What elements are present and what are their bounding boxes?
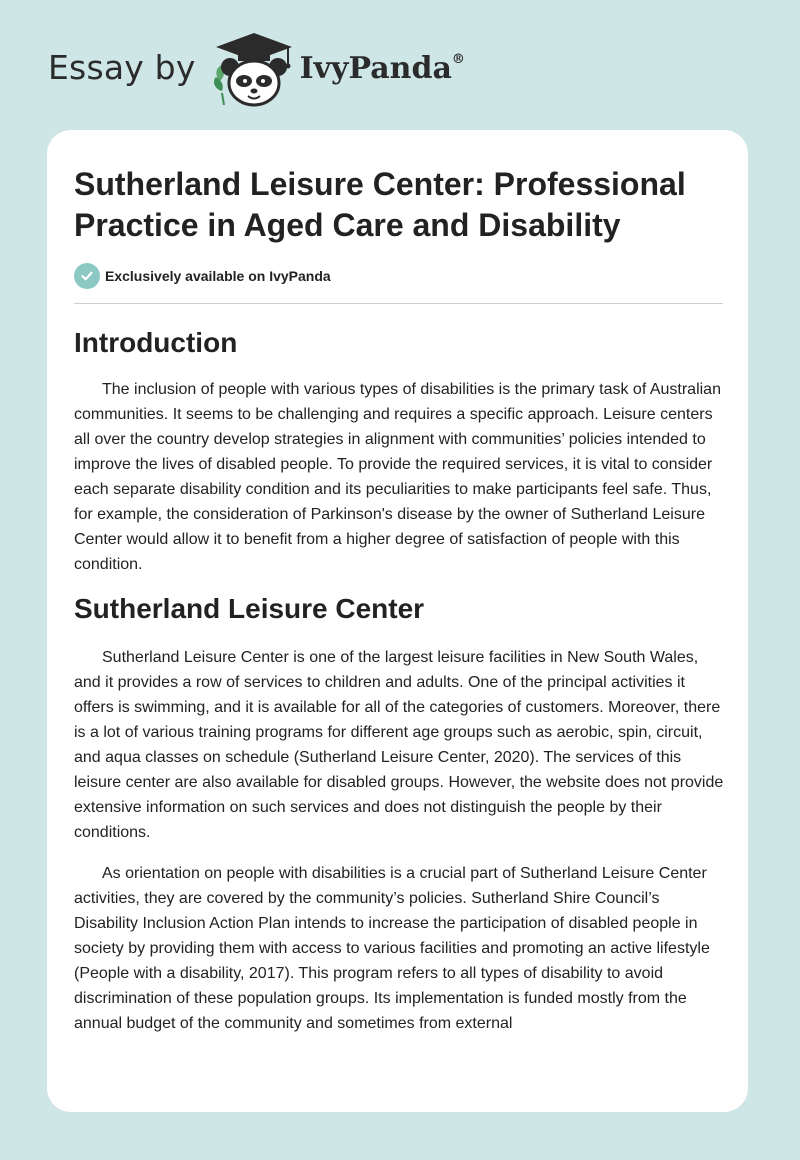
paragraph: As orientation on people with disabilities is a crucial part of Sutherland Leisure Center activities, they are covered by the community’s policies. Sutherland Shire Council’s Disability Inclusion Action Plan intends to increase the participation of disabled people in society by providing them with access to various facilities and promoting an active lifestyle (People with a disability, 2017). This program refers to all types of disability to avoid discrimination of these population groups. Its implementation is funded mostly from the annual budget of the community and sometimes from external — [74, 865, 710, 1032]
exclusive-label: Exclusively available on IvyPanda — [105, 268, 331, 284]
brand-name — [300, 51, 465, 86]
section-heading-introduction: Introduction — [74, 327, 238, 358]
paragraph: The inclusion of people with various types of disabilities is the primary task of Australian communities. It seems to be challenging and requires a specific approach. Leisure centers all over the country develop strategies in alignment with communities’ policies intended to improve the lives of disabled people. To provide the required services, it is vital to consider each separate disability condition and its peculiarities to make participants feel safe. Thus, for example, the consideration of Parkinson's disease by the owner of Sutherland Leisure Center would allow it to benefit from a higher degree of satisfaction of people with this condition. — [74, 381, 721, 573]
essay-body — [74, 320, 726, 1036]
page-title: Sutherland Leisure Center: Professional Practice in Aged Care and Disability — [74, 166, 686, 243]
check-circle-icon — [74, 263, 100, 289]
paragraph: Sutherland Leisure Center is one of the largest leisure facilities in New South Wales, and it provides a row of services to children and adults. One of the principal activities it offers is swimming, and it is available for all of the categories of customers. Moreover, there is a lot of various training programs for different age groups such as aerobic, spin, circuit, and aqua classes on schedule (Sutherland Leisure Center, 2020). The services of this leisure center are also available for disabled groups. However, the website does not provide extensive information on such services and does not distinguish the people by their conditions. — [74, 649, 724, 841]
essay-card — [47, 130, 748, 1112]
exclusive-badge — [74, 263, 331, 289]
site-header — [48, 30, 748, 110]
divider — [74, 303, 723, 304]
brand-name-text: IvyPanda — [299, 50, 452, 86]
essay-by-label: Essay by — [48, 47, 196, 87]
panda-logo-icon — [210, 31, 298, 109]
registered-mark: ® — [451, 51, 465, 67]
section-heading-sutherland-leisure-center: Sutherland Leisure Center — [74, 593, 425, 624]
